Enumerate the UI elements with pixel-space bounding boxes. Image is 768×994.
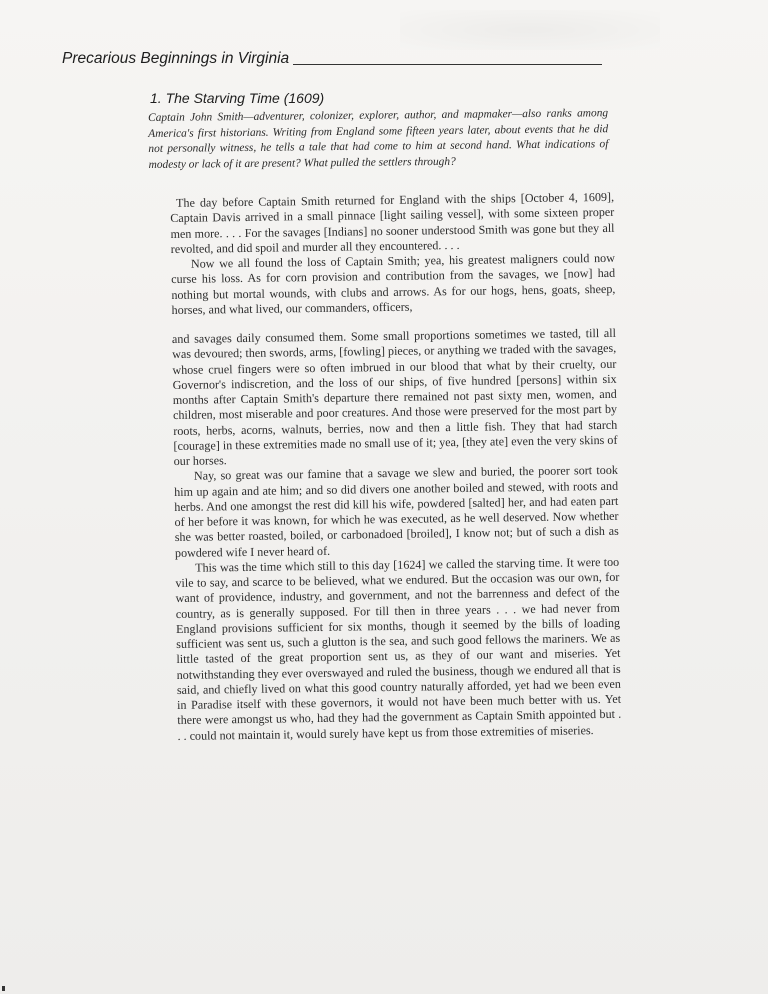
running-header bbox=[62, 50, 602, 68]
header-rule bbox=[293, 64, 602, 65]
paragraph: Nay, so great was our famine that a savage we slew and buried, the poorer sort took him up again and ate him; and so did divers one another boiled and stewed, with roots and herbs. And one amongst the rest did kill his wife, powdered [salted] her, and had eaten part of her before it was known, for which he was executed, as he well deserved. Now whether she was better roasted, boiled, or carbonadoed [broiled], I know not; but of such a dish as powdered wife I never heard of. bbox=[174, 463, 619, 560]
paragraph: This was the time which still to this day [1624] we called the starving time. It were too vile to say, and scarce to be believed, what we endured. But the occasion was our own, for want of providence, industry, and government, and not the barrenness and defect of the country, as is generally supposed. For till then in three years . . . we had never from England provisions sufficient for six months, though it seemed by the bills of loading sufficient was sent us, such a glutton is the sea, and such good fellows the mariners. We as little tasted of the great proportion sent us, as they of our want and miseries. Yet notwithstanding they ever overswayed and ruled the business, though we endured all that is said, and chiefly lived on what this good country naturally afforded, yet had we been even in Paradise itself with these governors, it would not have been much better with us. Yet there were amongst us who, had they had the government as Captain Smith appointed but . . . could not maintain it, would surely have kept us from those extremities of miseries. bbox=[175, 554, 622, 743]
paragraph: The day before Captain Smith returned for England with the ships [October 4, 1609], Captain Davis arrived in a small pinnace [light sailing vessel], with some sixteen proper men more. . . . For the savages [Indians] no sooner understood Smith was gone but they all revolted, and did spoil and murder all they encountered. . . . bbox=[170, 189, 615, 256]
document-body bbox=[170, 190, 622, 744]
scan-smudge bbox=[400, 10, 660, 50]
paragraph: Now we all found the loss of Captain Smith; yea, his greatest maligners could now curse his loss. As for corn provision and contribution from the savages, we [now] had nothing but mortal wounds, with clubs and arrows. As for our hogs, hens, goats, sheep, horses, and what lived, our commanders, officers, bbox=[171, 250, 616, 317]
paragraph: and savages daily consumed them. Some small proportions sometimes we tasted, till all was devoured; then swords, arms, [fowling] pieces, or anything we traded with the savages, whose cruel fingers were so often imbrued in our blood that what by their cruelty, our Governor's indiscretion, and the loss of our ships, of five hundred [persons] within six months after Captain Smith's departure there remained not past sixty men, women, and children, most miserable and poor creatures. And those were preserved for the most part by roots, herbs, acorns, walnuts, berries, now and then a little fish. They that had starch [courage] in these extremities made no small use of it; yea, [they ate] even the very skins of our horses. bbox=[171, 325, 618, 468]
scan-mark bbox=[2, 986, 5, 991]
running-header-title: Precarious Beginnings in Virginia bbox=[62, 50, 290, 67]
section-intro: Captain John Smith—adventurer, colonizer, explorer, author, and mapmaker—also ranks among America's first historians. Writing from England some fifteen years later, about events that he did not personally witness, he tells a tale that had come to him at second hand. What indications of modesty or lack of it are present? What pulled the settlers through? bbox=[148, 107, 609, 171]
section-title: 1. The Starving Time (1609) bbox=[150, 90, 325, 106]
